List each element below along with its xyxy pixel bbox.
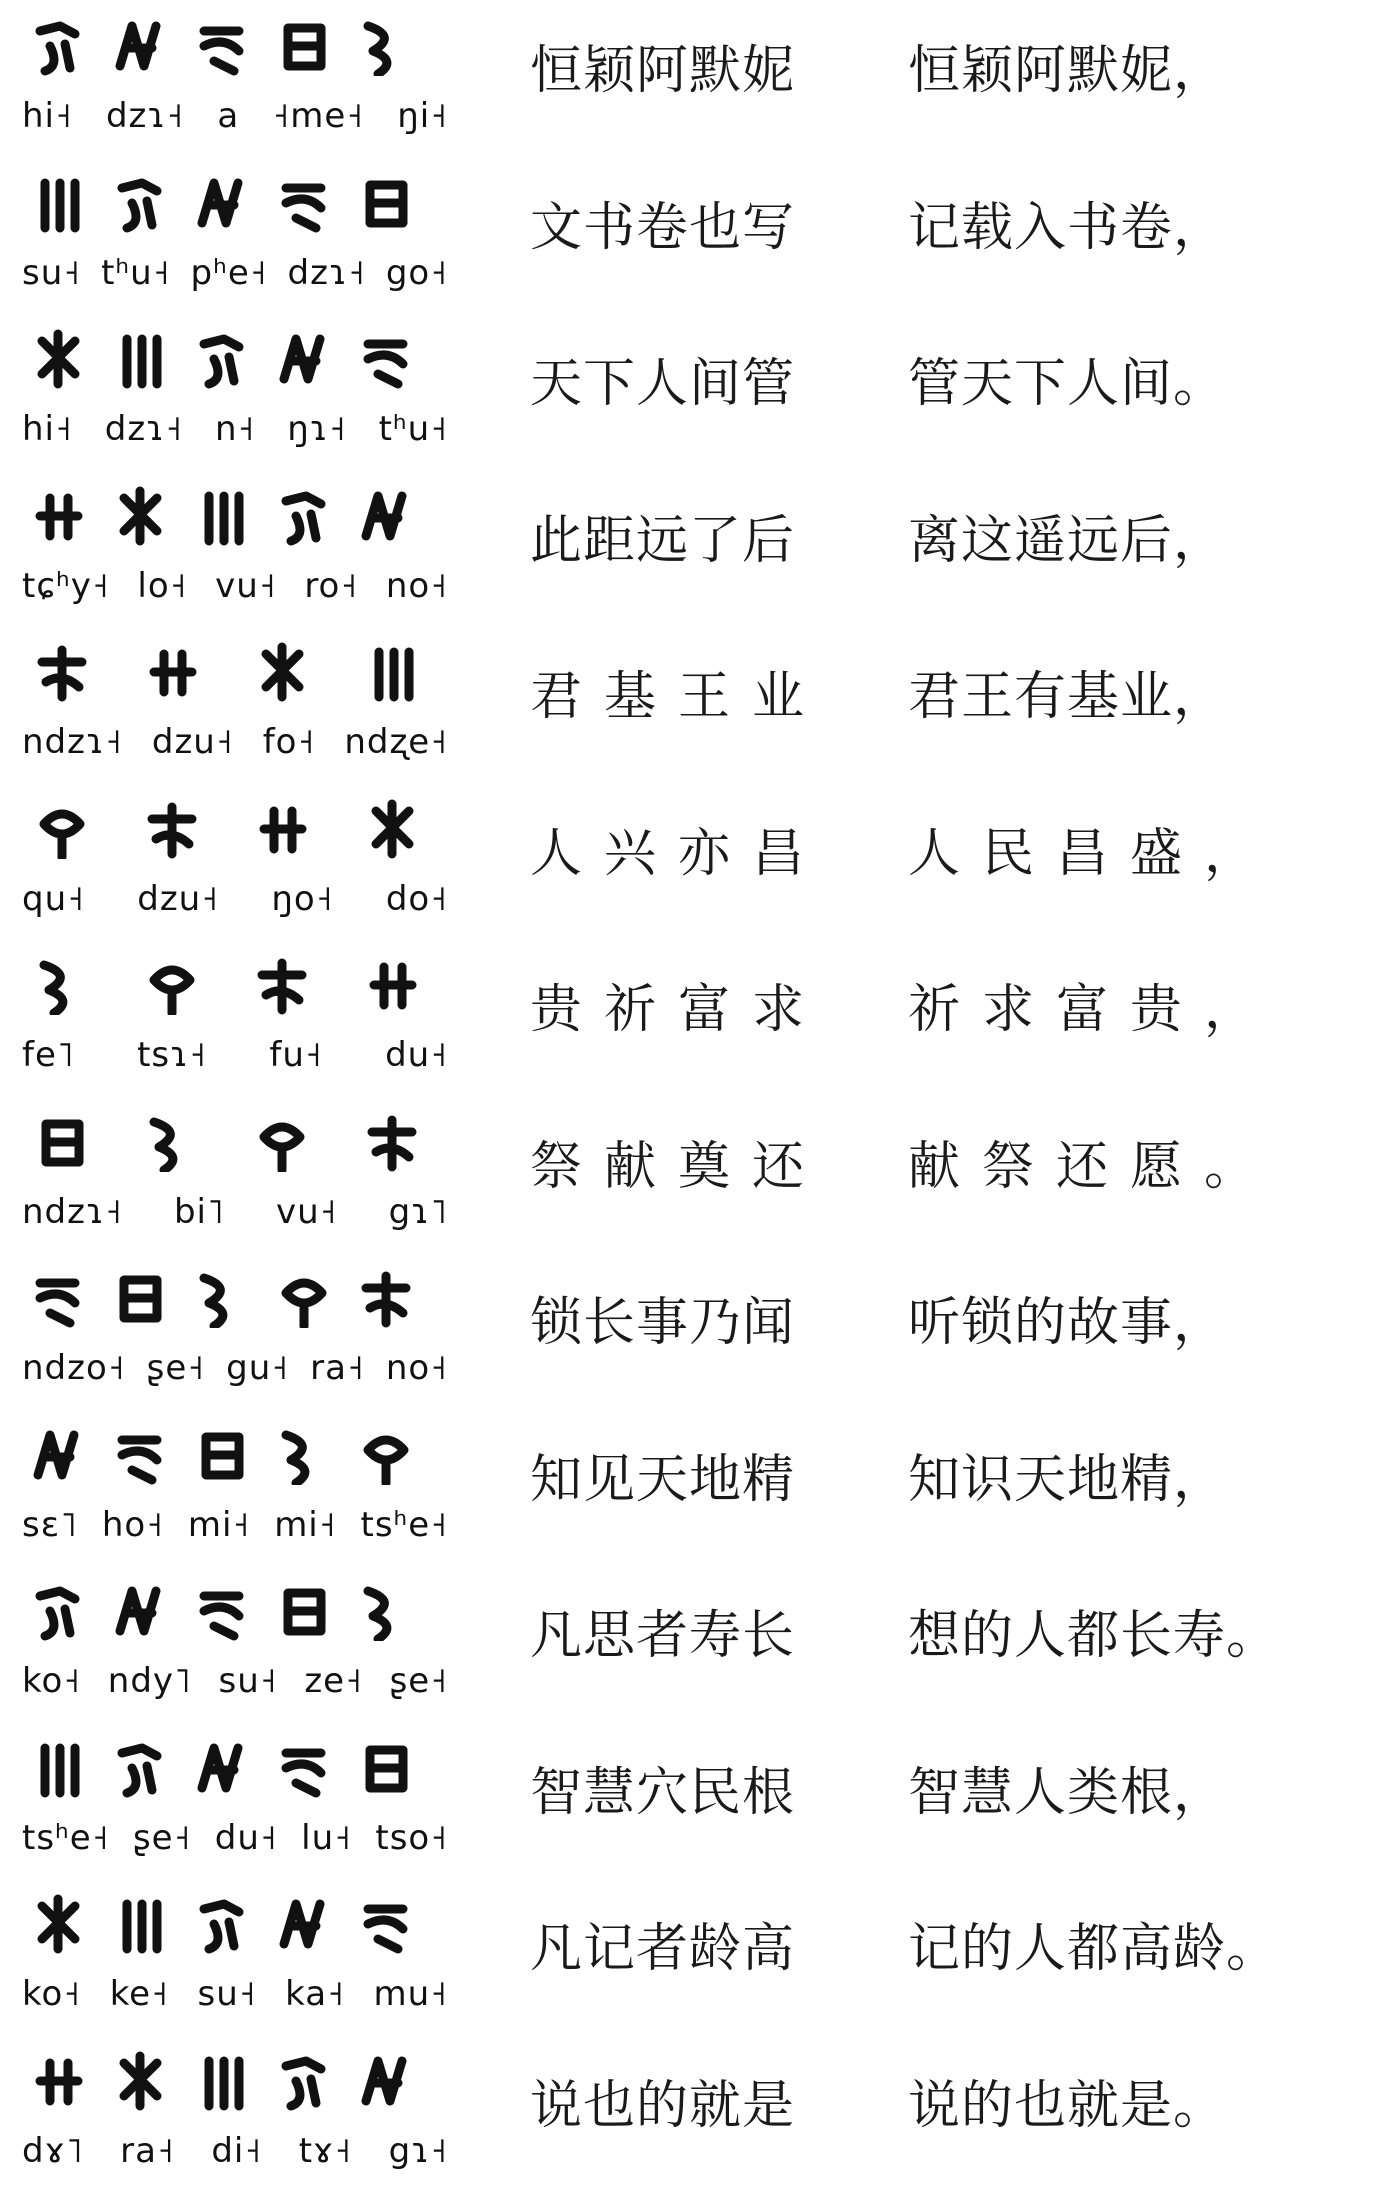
- script-glyph: [30, 329, 86, 389]
- phonetic-syllable: ho˧: [101, 1504, 164, 1545]
- phonetic-syllable: su˧: [218, 1661, 278, 1701]
- original-script-cell: [20, 1730, 450, 1876]
- phonetic-syllable: tsʰe˧: [360, 1504, 448, 1545]
- phonetic-transcription: [20, 718, 450, 766]
- glyph-line: [20, 634, 450, 714]
- script-glyph: [34, 1112, 90, 1172]
- phonetic-transcription: [20, 562, 450, 610]
- text-row: [0, 1567, 1379, 1725]
- glyph-line: [20, 1104, 450, 1184]
- free-translation: 君王有基业，: [908, 667, 1227, 727]
- original-script-cell: [20, 791, 450, 937]
- phonetic-syllable: fe˥: [22, 1035, 75, 1075]
- script-glyph: [30, 1268, 86, 1328]
- script-glyph: [112, 486, 168, 546]
- phonetic-syllable: ndy˥: [107, 1661, 192, 1701]
- glyph-line: [20, 478, 450, 558]
- phonetic-syllable: tʰu˧: [378, 409, 448, 449]
- glyph-line: [20, 165, 450, 245]
- text-row: [0, 628, 1379, 786]
- phonetic-syllable: tʰu˧: [101, 252, 171, 293]
- script-glyph: [194, 16, 250, 76]
- script-glyph: [254, 955, 310, 1015]
- phonetic-syllable: ko˧: [22, 1661, 82, 1701]
- original-script-cell: [20, 1886, 450, 2032]
- phonetic-syllable: ko˧: [22, 1974, 82, 2014]
- phonetic-syllable: ndzo˧: [22, 1348, 126, 1388]
- phonetic-syllable: tsʰe˧: [22, 1817, 110, 1858]
- free-translation: 想的人都长寿。: [908, 1606, 1280, 1666]
- phonetic-transcription: [20, 1344, 450, 1392]
- text-row: [0, 785, 1379, 943]
- script-glyph: [254, 1112, 310, 1172]
- phonetic-syllable: sɛ˥: [22, 1504, 78, 1545]
- phonetic-syllable: n˧: [214, 409, 256, 449]
- glyph-line: [20, 2043, 450, 2123]
- text-row: [0, 472, 1379, 630]
- phonetic-syllable: gu˧: [226, 1348, 290, 1388]
- free-translation: 智慧人类根，: [908, 1762, 1227, 1823]
- script-glyph: [112, 2051, 168, 2111]
- phonetic-syllable: gɿ˧: [388, 2130, 448, 2171]
- script-glyph: [194, 329, 250, 389]
- script-glyph: [112, 1425, 168, 1485]
- literal-translation: 智慧穴民根: [530, 1762, 796, 1823]
- glyph-line: [20, 1886, 450, 1966]
- phonetic-syllable: vu˧: [275, 1191, 338, 1232]
- original-script-cell: [20, 1417, 450, 1563]
- script-glyph: [364, 642, 420, 702]
- phonetic-syllable: ŋɿ˧: [287, 409, 347, 449]
- phonetic-syllable: ʂe˧: [146, 1348, 206, 1388]
- phonetic-syllable: ŋi˧: [397, 96, 448, 136]
- script-glyph: [30, 1894, 86, 1954]
- phonetic-syllable: su˧: [197, 1974, 257, 2014]
- literal-translation: 凡思者寿长: [530, 1606, 796, 1666]
- script-glyph: [276, 173, 332, 233]
- script-glyph: [30, 486, 86, 546]
- script-glyph: [30, 1581, 86, 1641]
- original-script-cell: [20, 1104, 450, 1250]
- script-glyph: [358, 16, 414, 76]
- free-translation: 听锁的故事，: [908, 1293, 1227, 1353]
- text-row: [0, 1098, 1379, 1256]
- phonetic-syllable: qu˧: [22, 878, 85, 919]
- literal-translation: 文书卷也写: [530, 197, 796, 258]
- original-script-cell: [20, 478, 450, 624]
- phonetic-transcription: [20, 1814, 450, 1862]
- script-glyph: [276, 16, 332, 76]
- phonetic-transcription: [20, 1031, 450, 1079]
- phonetic-syllable: gɿ˥: [388, 1191, 448, 1232]
- original-script-cell: [20, 321, 450, 467]
- phonetic-transcription: [20, 92, 450, 140]
- phonetic-syllable: tso˧: [375, 1817, 448, 1858]
- script-glyph: [144, 1112, 200, 1172]
- script-glyph: [364, 955, 420, 1015]
- text-row: [0, 1724, 1379, 1882]
- phonetic-syllable: ndʐe˧: [344, 722, 448, 762]
- script-glyph: [34, 799, 90, 859]
- literal-translation: 此距远了后: [530, 510, 796, 571]
- script-glyph: [144, 799, 200, 859]
- free-translation: 记的人都高龄。: [908, 1919, 1280, 1979]
- phonetic-syllable: vu˧: [215, 565, 277, 606]
- phonetic-syllable: do˧: [385, 878, 448, 919]
- script-glyph: [276, 1894, 332, 1954]
- phonetic-syllable: ndzɿ˧: [22, 1191, 123, 1232]
- script-glyph: [30, 16, 86, 76]
- script-glyph: [358, 1425, 414, 1485]
- script-glyph: [194, 1268, 250, 1328]
- free-translation: 人民昌盛，: [908, 823, 1279, 884]
- phonetic-syllable: di˧: [211, 2130, 263, 2171]
- script-glyph: [194, 1894, 250, 1954]
- original-script-cell: [20, 2043, 450, 2189]
- script-glyph: [358, 1894, 414, 1954]
- literal-translation: 说也的就是: [530, 2075, 796, 2136]
- glyph-line: [20, 791, 450, 871]
- phonetic-transcription: [20, 2127, 450, 2175]
- script-glyph: [194, 486, 250, 546]
- phonetic-syllable: lu˧: [301, 1817, 352, 1858]
- phonetic-transcription: [20, 1501, 450, 1549]
- phonetic-syllable: tɤ˧: [298, 2130, 353, 2171]
- script-glyph: [254, 642, 310, 702]
- phonetic-syllable: ʂe˧: [389, 1661, 448, 1701]
- phonetic-transcription: [20, 249, 450, 297]
- script-glyph: [364, 1112, 420, 1172]
- original-script-cell: [20, 8, 450, 154]
- phonetic-syllable: du˧: [385, 1035, 448, 1075]
- phonetic-syllable: ke˧: [109, 1974, 169, 2014]
- phonetic-syllable: mi˧: [274, 1504, 337, 1545]
- script-glyph: [112, 1268, 168, 1328]
- script-glyph: [34, 955, 90, 1015]
- glyph-line: [20, 321, 450, 401]
- script-glyph: [358, 486, 414, 546]
- script-glyph: [276, 1738, 332, 1798]
- script-glyph: [276, 2051, 332, 2111]
- phonetic-transcription: [20, 1188, 450, 1236]
- script-glyph: [276, 1425, 332, 1485]
- text-row: [0, 1411, 1379, 1569]
- text-row: [0, 315, 1379, 473]
- original-script-cell: [20, 634, 450, 780]
- script-glyph: [112, 16, 168, 76]
- script-glyph: [144, 642, 200, 702]
- phonetic-syllable: ra˧: [310, 1348, 365, 1388]
- phonetic-syllable: ro˧: [304, 565, 359, 606]
- script-glyph: [112, 1581, 168, 1641]
- literal-translation: 凡记者龄高: [530, 1919, 796, 1979]
- glyph-line: [20, 947, 450, 1027]
- phonetic-syllable: a: [217, 96, 240, 136]
- phonetic-transcription: [20, 875, 450, 923]
- literal-translation: 君基王业: [530, 667, 827, 727]
- phonetic-syllable: dzu˧: [151, 722, 234, 762]
- script-glyph: [194, 2051, 250, 2111]
- phonetic-transcription: [20, 1970, 450, 2018]
- phonetic-syllable: no˧: [385, 565, 448, 606]
- script-glyph: [276, 1581, 332, 1641]
- phonetic-syllable: mi˧: [187, 1504, 251, 1545]
- text-row: [0, 2, 1379, 160]
- literal-translation: 贵祈富求: [530, 980, 827, 1040]
- phonetic-syllable: ŋo˧: [271, 878, 334, 919]
- phonetic-syllable: su˧: [22, 252, 82, 293]
- script-glyph: [112, 329, 168, 389]
- free-translation: 知识天地精，: [908, 1449, 1227, 1510]
- script-glyph: [30, 1738, 86, 1798]
- phonetic-syllable: mu˧: [373, 1974, 448, 2014]
- script-glyph: [276, 329, 332, 389]
- literal-translation: 恒颖阿默妮: [530, 41, 796, 101]
- script-glyph: [194, 1425, 250, 1485]
- phonetic-syllable: fo˧: [262, 722, 316, 762]
- phonetic-syllable: lo˧: [137, 565, 188, 606]
- literal-translation: 锁长事乃闻: [530, 1293, 796, 1353]
- phonetic-syllable: dzu˧: [137, 878, 219, 919]
- phonetic-syllable: dzɿ˧: [105, 96, 185, 136]
- phonetic-transcription: [20, 405, 450, 453]
- script-glyph: [34, 642, 90, 702]
- free-translation: 离这遥远后，: [908, 510, 1227, 571]
- script-glyph: [112, 173, 168, 233]
- script-glyph: [276, 486, 332, 546]
- free-translation: 记载入书卷，: [908, 197, 1227, 258]
- text-row: [0, 159, 1379, 317]
- phonetic-syllable: ˧me˧: [272, 96, 365, 136]
- original-script-cell: [20, 165, 450, 311]
- text-row: [0, 2037, 1379, 2195]
- script-glyph: [30, 1425, 86, 1485]
- script-glyph: [254, 799, 310, 859]
- script-glyph: [194, 1738, 250, 1798]
- phonetic-syllable: tsɿ˧: [137, 1035, 207, 1075]
- glyph-line: [20, 8, 450, 88]
- literal-translation: 知见天地精: [530, 1449, 796, 1510]
- script-glyph: [358, 2051, 414, 2111]
- free-translation: 管天下人间。: [908, 354, 1227, 414]
- glyph-line: [20, 1730, 450, 1810]
- glyph-line: [20, 1260, 450, 1340]
- free-translation: 恒颖阿默妮，: [908, 41, 1227, 101]
- script-glyph: [144, 955, 200, 1015]
- free-translation: 说的也就是。: [908, 2075, 1227, 2136]
- script-glyph: [112, 1894, 168, 1954]
- script-glyph: [358, 1738, 414, 1798]
- phonetic-syllable: tɕʰy˧: [22, 565, 110, 606]
- text-row: [0, 941, 1379, 1099]
- phonetic-syllable: du˧: [214, 1817, 278, 1858]
- original-script-cell: [20, 1260, 450, 1406]
- original-script-cell: [20, 1573, 450, 1719]
- phonetic-syllable: ra˧: [120, 2130, 175, 2171]
- script-glyph: [112, 1738, 168, 1798]
- phonetic-syllable: dɤ˥: [22, 2130, 84, 2171]
- script-glyph: [358, 329, 414, 389]
- phonetic-syllable: pʰe˧: [190, 252, 268, 293]
- script-glyph: [30, 2051, 86, 2111]
- phonetic-transcription: [20, 1657, 450, 1705]
- script-glyph: [276, 1268, 332, 1328]
- phonetic-syllable: ndzɿ˧: [22, 722, 123, 762]
- phonetic-syllable: ze˧: [304, 1661, 363, 1701]
- text-row: [0, 1254, 1379, 1412]
- script-glyph: [358, 1581, 414, 1641]
- phonetic-syllable: go˧: [385, 252, 448, 293]
- literal-translation: 祭献奠还: [530, 1136, 827, 1197]
- phonetic-syllable: hi˧: [22, 96, 73, 136]
- phonetic-syllable: ʂe˧: [132, 1817, 192, 1858]
- phonetic-syllable: fu˧: [269, 1035, 323, 1075]
- glyph-line: [20, 1573, 450, 1653]
- script-glyph: [358, 1268, 414, 1328]
- phonetic-syllable: dzɿ˧: [104, 409, 183, 449]
- glyph-line: [20, 1417, 450, 1497]
- free-translation: 献祭还愿。: [908, 1136, 1279, 1197]
- literal-translation: 人兴亦昌: [530, 823, 827, 884]
- script-glyph: [30, 173, 86, 233]
- script-glyph: [358, 173, 414, 233]
- literal-translation: 天下人间管: [530, 354, 796, 414]
- text-row: [0, 1880, 1379, 2038]
- phonetic-syllable: ka˧: [285, 1974, 345, 2014]
- phonetic-syllable: bi˥: [173, 1191, 225, 1232]
- script-glyph: [194, 173, 250, 233]
- original-script-cell: [20, 947, 450, 1093]
- phonetic-syllable: dzɿ˧: [287, 252, 366, 293]
- script-glyph: [364, 799, 420, 859]
- script-glyph: [194, 1581, 250, 1641]
- phonetic-syllable: no˧: [385, 1348, 448, 1388]
- free-translation: 祈求富贵，: [908, 980, 1279, 1040]
- phonetic-syllable: hi˧: [22, 409, 73, 449]
